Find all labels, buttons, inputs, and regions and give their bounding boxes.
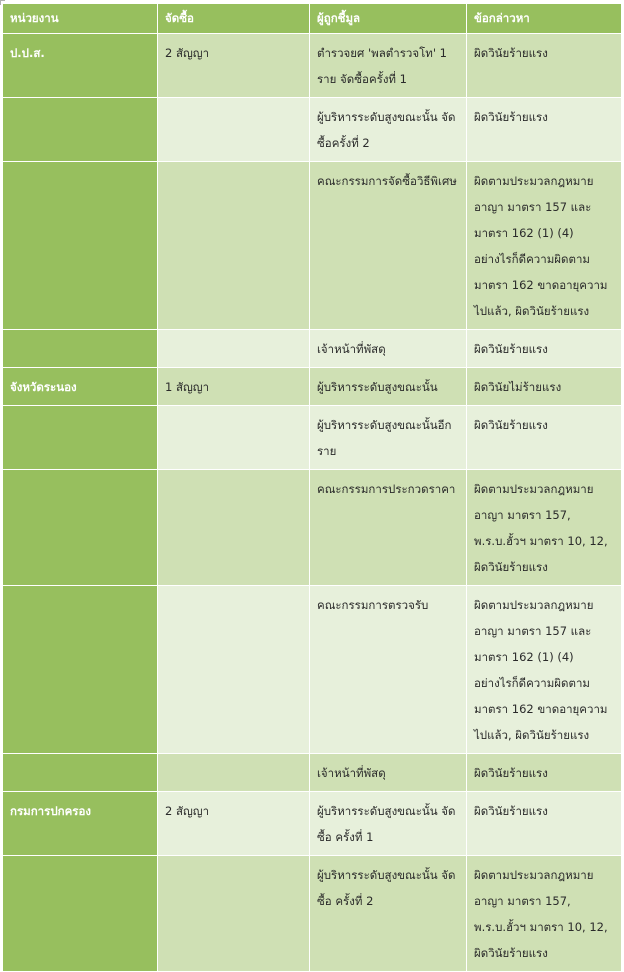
table-row: [3, 98, 622, 162]
table-row: [3, 368, 622, 406]
accused-cell: คณะกรรมการจัดซื้อวิธีพิเศษ: [310, 162, 467, 330]
agency-cell: [3, 470, 158, 586]
agency-cell: กรมการปกครอง: [3, 792, 158, 856]
table-row: [3, 162, 622, 330]
purchase-cell: 1 สัญญา: [158, 368, 310, 406]
table-row: [3, 856, 622, 972]
charge-cell: ผิดตามประมวลกฎหมายอาญา มาตรา 157 และมาตรา 162 (1) (4) อย่างไรก็ดีความผิดตามมาตรา 162 ขาดอายุความไปแล้ว, ผิดวินัยร้ายแรง: [467, 162, 622, 330]
table-row: [3, 470, 622, 586]
charge-cell: ผิดวินัยร้ายแรง: [467, 34, 622, 98]
accused-cell: เจ้าหน้าที่พัสดุ: [310, 754, 467, 792]
agency-cell: จังหวัดระนอง: [3, 368, 158, 406]
table-row: [3, 586, 622, 754]
purchase-cell: [158, 856, 310, 972]
agency-cell: [3, 586, 158, 754]
table-row: [3, 406, 622, 470]
table-row: [3, 330, 622, 368]
purchase-cell: [158, 330, 310, 368]
accused-cell: ผู้บริหารระดับสูงขณะนั้น จัดซื้อ ครั้งที่ 2: [310, 856, 467, 972]
purchase-cell: 2 สัญญา: [158, 34, 310, 98]
header-agency: หน่วยงาน: [3, 4, 158, 34]
accused-cell: ผู้บริหารระดับสูงขณะนั้น จัดซื้อครั้งที่ 2: [310, 98, 467, 162]
header-accused: ผู้ถูกชี้มูล: [310, 4, 467, 34]
charge-cell: ผิดตามประมวลกฎหมายอาญา มาตรา 157, พ.ร.บ.ฮั้วฯ มาตรา 10, 12, ผิดวินัยร้ายแรง: [467, 470, 622, 586]
accused-cell: ผู้บริหารระดับสูงขณะนั้นอีกราย: [310, 406, 467, 470]
agency-cell: [3, 330, 158, 368]
purchase-cell: [158, 470, 310, 586]
accused-cell: เจ้าหน้าที่พัสดุ: [310, 330, 467, 368]
header-row: [3, 4, 622, 34]
charge-cell: ผิดวินัยร้ายแรง: [467, 406, 622, 470]
agency-cell: [3, 406, 158, 470]
header-purchase: จัดซื้อ: [158, 4, 310, 34]
accused-cell: ผู้บริหารระดับสูงขณะนั้น: [310, 368, 467, 406]
agency-cell: [3, 98, 158, 162]
table-container: [3, 4, 622, 972]
charge-cell: ผิดวินัยร้ายแรง: [467, 792, 622, 856]
header-charge: ข้อกล่าวหา: [467, 4, 622, 34]
table-row: [3, 792, 622, 856]
table-body: [3, 34, 622, 972]
accused-cell: คณะกรรมการประกวดราคา: [310, 470, 467, 586]
agency-cell: ป.ป.ส.: [3, 34, 158, 98]
accused-cell: ตำรวจยศ 'พลตำรวจโท' 1 ราย จัดซื้อครั้งที่ 1: [310, 34, 467, 98]
agency-cell: [3, 754, 158, 792]
charge-cell: ผิดวินัยร้ายแรง: [467, 754, 622, 792]
investigation-table: [3, 4, 622, 972]
charge-cell: ผิดวินัยร้ายแรง: [467, 98, 622, 162]
accused-cell: ผู้บริหารระดับสูงขณะนั้น จัดซื้อ ครั้งที่ 1: [310, 792, 467, 856]
charge-cell: ผิดตามประมวลกฎหมายอาญา มาตรา 157, พ.ร.บ.ฮั้วฯ มาตรา 10, 12, ผิดวินัยร้ายแรง: [467, 856, 622, 972]
charge-cell: ผิดวินัยร้ายแรง: [467, 330, 622, 368]
purchase-cell: [158, 98, 310, 162]
charge-cell: ผิดวินัยไม่ร้ายแรง: [467, 368, 622, 406]
purchase-cell: [158, 406, 310, 470]
accused-cell: คณะกรรมการตรวจรับ: [310, 586, 467, 754]
table-row: [3, 754, 622, 792]
charge-cell: ผิดตามประมวลกฎหมายอาญา มาตรา 157 และมาตรา 162 (1) (4) อย่างไรก็ดีความผิดตามมาตรา 162 ขาดอายุความไปแล้ว, ผิดวินัยร้ายแรง: [467, 586, 622, 754]
agency-cell: [3, 856, 158, 972]
purchase-cell: [158, 586, 310, 754]
table-row: [3, 34, 622, 98]
purchase-cell: [158, 162, 310, 330]
agency-cell: [3, 162, 158, 330]
purchase-cell: [158, 754, 310, 792]
purchase-cell: 2 สัญญา: [158, 792, 310, 856]
